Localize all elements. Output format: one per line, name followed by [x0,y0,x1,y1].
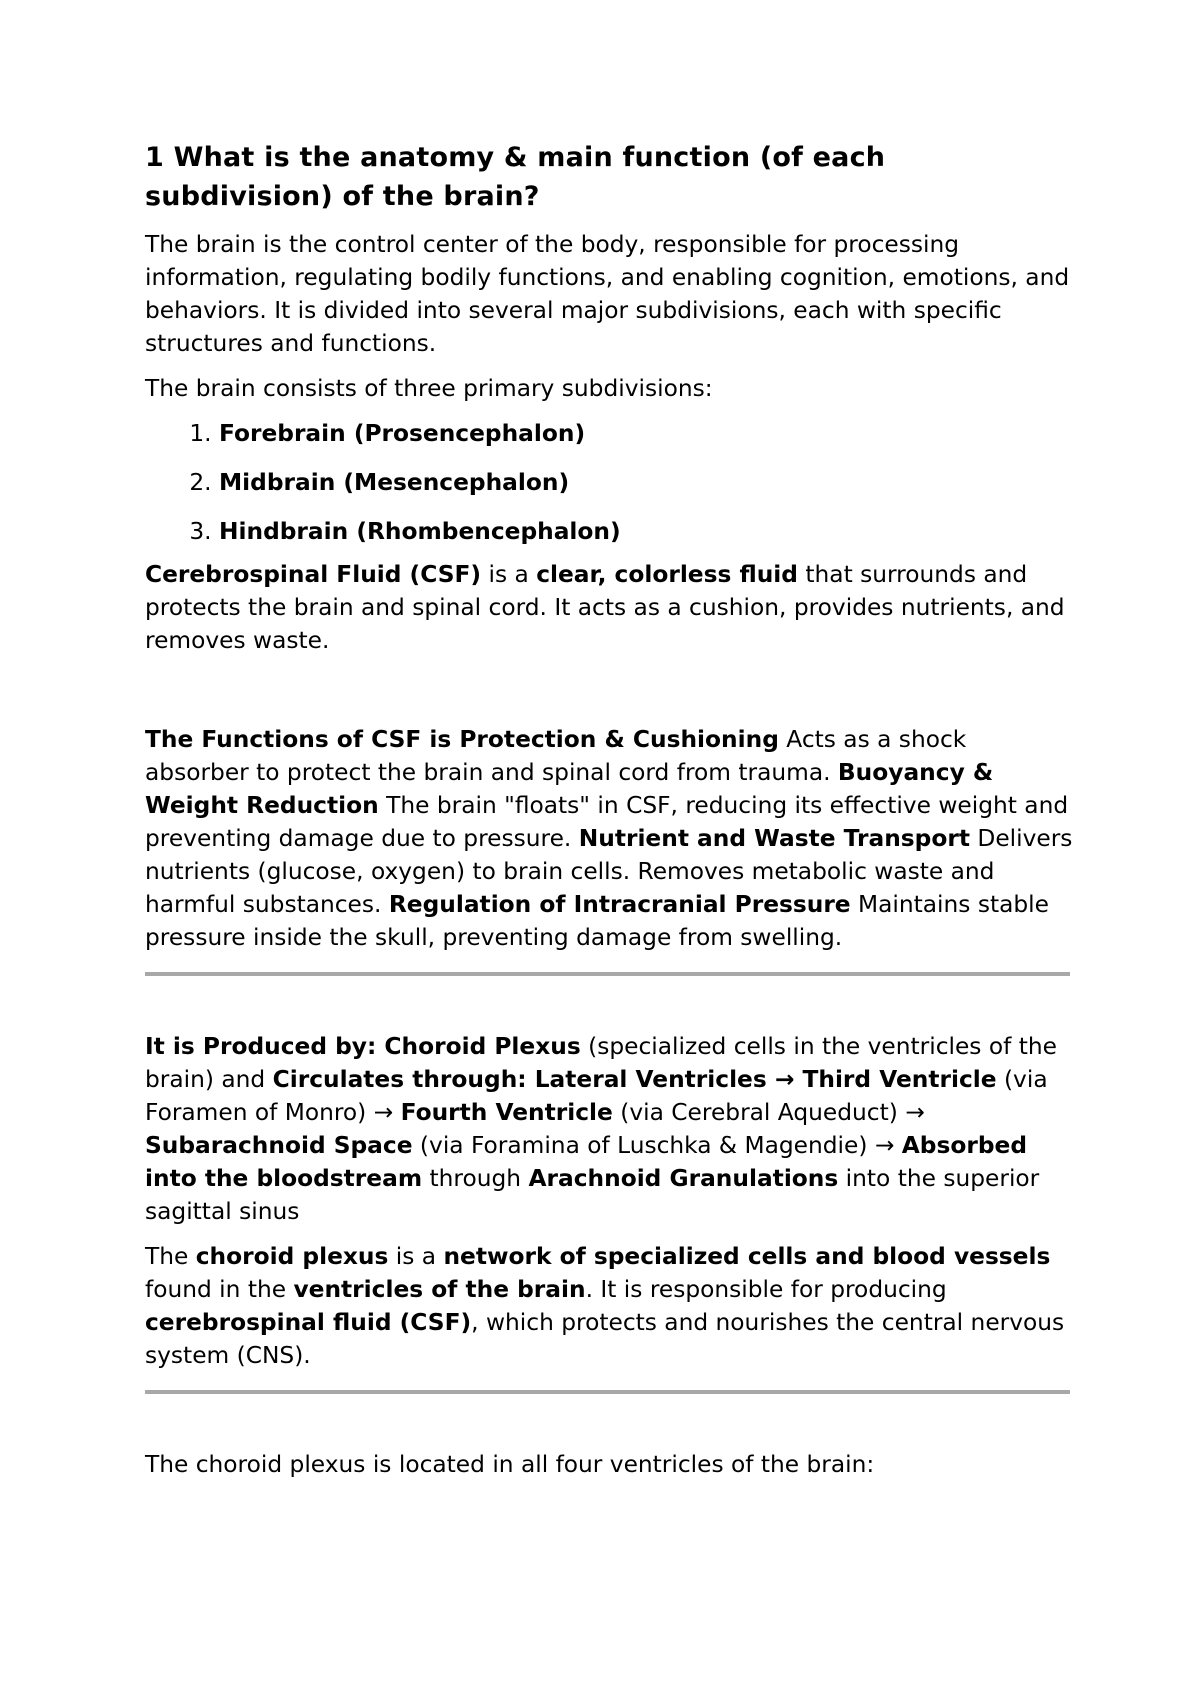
intro-paragraph: The brain is the control center of the body, responsible for processing information, regulating bodily functions, and enabling cognition, emotions, and behaviors. It is divided into several major subdivisions, each with specific structures and functions. [145,231,1070,357]
csf-functions-paragraph: The Functions of CSF is Protection & Cushioning Acts as a shock absorber to protect the brain and spinal cord from trauma. Buoyancy & Weight Reduction The brain "floats" in CSF, reducing its effective weight and preventing damage due to pressure. Nutrient and Waste Transport Delivers nutrients (glucose, oxygen) to brain cells. Removes metabolic waste and harmful substances. Regulation of Intracranial Pressure Maintains stable pressure inside the skull, preventing damage from swelling. [145,726,1073,951]
subdivisions-list [145,417,1075,548]
divider [145,972,1070,976]
choroid-location-paragraph: The choroid plexus is located in all four ventricles of the brain: [145,1451,875,1478]
list-item: 3. Hindbrain (Rhombencephalon) [219,515,1075,548]
document-page [145,138,1075,1493]
choroid-plexus-paragraph: The choroid plexus is a network of specialized cells and blood vessels found in the ventricles of the brain. It is responsible for producing cerebrospinal fluid (CSF), which protects and nourishes the central nervous system (CNS). [145,1243,1065,1369]
csf-paragraph: Cerebrospinal Fluid (CSF) is a clear, colorless fluid that surrounds and protects the brain and spinal cord. It acts as a cushion, provides nutrients, and removes waste. [145,561,1065,654]
spacer [145,669,1075,723]
subdivisions-intro: The brain consists of three primary subdivisions: [145,375,713,402]
list-item: 1. Forebrain (Prosencephalon) [219,417,1075,450]
page-title: 1 What is the anatomy & main function (of each subdivision) of the brain? [145,142,886,212]
list-item: 2. Midbrain (Mesencephalon) [219,466,1075,499]
divider [145,1390,1070,1394]
csf-production-paragraph: It is Produced by: Choroid Plexus (specialized cells in the ventricles of the brain) and Circulates through: Lateral Ventricles → Third Ventricle (via Foramen of Monro) → Fourth Ventricle (via Cerebral Aqueduct) → Subarachnoid Space (via Foramina of Luschka & Magendie) → Absorbed into the bloodstream through Arachnoid Granulations into the superior sagittal sinus [145,1033,1057,1225]
